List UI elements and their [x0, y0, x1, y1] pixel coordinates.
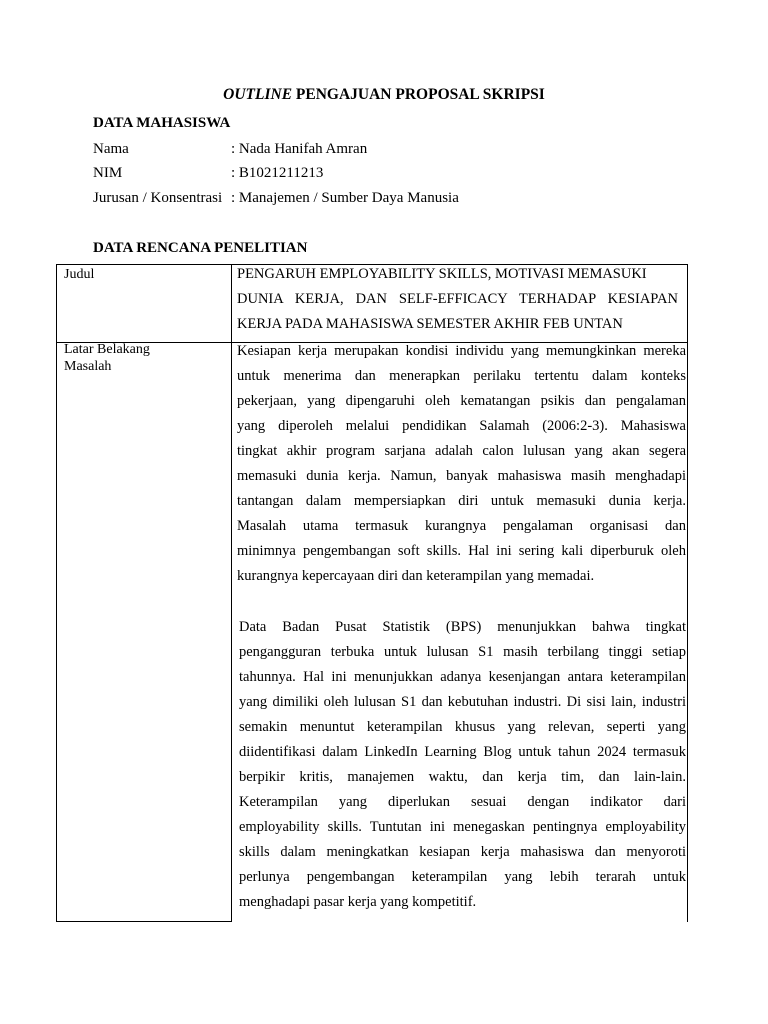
- paragraph-line: yang diperoleh melalui pendidikan Salamah (2006:2-3). Mahasiswa: [237, 418, 686, 434]
- judul-text: PENGARUH EMPLOYABILITY SKILLS, MOTIVASI MEMASUKI: [237, 266, 647, 282]
- title-rest: PENGAJUAN PROPOSAL SKRIPSI: [292, 86, 545, 103]
- judul-line: [237, 266, 678, 283]
- title-italic: OUTLINE: [223, 86, 293, 103]
- name-value: : Nada Hanifah Amran: [231, 141, 368, 157]
- nim-label: NIM: [93, 165, 123, 181]
- latar-label-line1: Latar Belakang: [64, 342, 150, 357]
- paragraph-line: yang dimiliki oleh lulusan S1 dan kebutuhan industri. Di sisi lain, industri: [239, 694, 686, 710]
- paragraph-line: skills dalam meningkatkan kesiapan kerja mahasiswa dan menyoroti: [239, 844, 686, 860]
- paragraph-line: berpikir kritis, manajemen waktu, dan kerja tim, dan lain-lain.: [239, 769, 686, 785]
- major-label: Jurusan / Konsentrasi: [93, 190, 223, 206]
- paragraph-line: untuk menerima dan menerapkan perilaku tertentu dalam konteks: [237, 368, 686, 384]
- paragraph-line: Data Badan Pusat Statistik (BPS) menunjukkan bahwa tingkat: [239, 619, 686, 635]
- paragraph-line: Keterampilan yang diperlukan sesuai dengan indikator dari: [239, 794, 686, 810]
- paragraph-line: Kesiapan kerja merupakan kondisi individu yang memungkinkan mereka: [237, 343, 686, 359]
- student-heading: DATA MAHASISWA: [93, 115, 231, 131]
- judul-line: DUNIA KERJA, DAN SELF-EFFICACY TERHADAP KESIAPAN: [237, 291, 678, 307]
- paragraph-line: pekerjaan, yang dipengaruhi oleh kematangan psikis dan pengalaman: [237, 393, 686, 409]
- paragraph-line: minimnya pengembangan soft skills. Hal ini sering kali diperburuk oleh: [237, 543, 686, 559]
- paragraph-line: kurangnya kepercayaan diri dan keterampilan yang memadai.: [237, 568, 595, 584]
- paragraph-line: tantangan dalam mempersiapkan diri untuk memasuki dunia kerja.: [237, 493, 686, 509]
- paragraph-line: perlunya pengembangan keterampilan yang lebih terarah untuk: [239, 869, 686, 885]
- judul-value-cell: [231, 264, 688, 343]
- paragraph-line: diidentifikasi dalam LinkedIn Learning Blog untuk tahun 2024 termasuk: [239, 744, 686, 760]
- name-label: Nama: [93, 141, 129, 157]
- paragraph-line: Masalah utama termasuk kurangnya pengalaman organisasi dan: [237, 518, 686, 534]
- paragraph-line: tahunnya. Hal ini menunjukkan adanya kesenjangan antara keterampilan: [239, 669, 686, 685]
- nim-value: : B1021211213: [231, 165, 324, 181]
- judul-line: KERJA PADA MAHASISWA SEMESTER AKHIR FEB UNTAN: [237, 316, 623, 332]
- paragraph-line: menghadapi pasar kerja yang kompetitif.: [239, 894, 477, 910]
- judul-label: Judul: [64, 267, 95, 282]
- research-heading: DATA RENCANA PENELITIAN: [93, 240, 308, 256]
- paragraph-line: pengangguran terbuka untuk lulusan S1 masih terbilang tinggi setiap: [239, 644, 686, 660]
- paragraph-line: semakin menuntut keterampilan khusus yang relevan, seperti yang: [239, 719, 686, 735]
- paragraph-line: employability skills. Tuntutan ini menegaskan pentingnya employability: [239, 819, 686, 835]
- paragraph-line: memasuki dunia kerja. Namun, banyak mahasiswa masih menghadapi: [237, 468, 686, 484]
- judul-label-cell: [56, 264, 232, 343]
- paragraph-line: tingkat akhir program sarjana adalah calon lulusan yang akan segera: [237, 443, 686, 459]
- latar-label-cell: [56, 342, 232, 922]
- document-title: [0, 86, 768, 104]
- major-value: : Manajemen / Sumber Daya Manusia: [231, 190, 459, 206]
- latar-label-line2: Masalah: [64, 359, 112, 374]
